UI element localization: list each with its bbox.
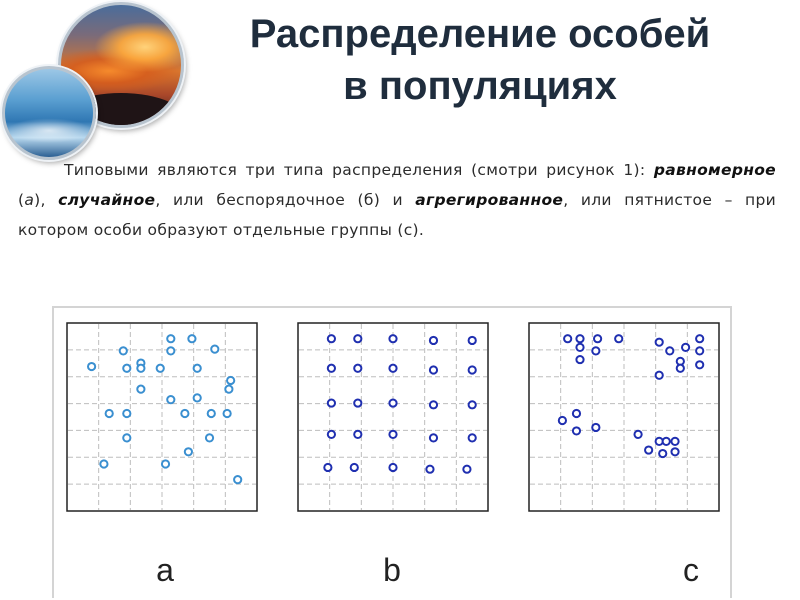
organism-dot bbox=[194, 394, 201, 401]
organism-dot bbox=[576, 344, 583, 351]
organism-dot bbox=[469, 401, 476, 408]
page-title bbox=[170, 8, 790, 112]
organism-dot bbox=[194, 365, 201, 372]
organism-dot bbox=[592, 347, 599, 354]
organism-dot bbox=[225, 386, 232, 393]
organism-dot bbox=[634, 431, 641, 438]
organism-dot bbox=[211, 346, 218, 353]
panel-label-a: a bbox=[156, 552, 174, 588]
organism-dot bbox=[167, 335, 174, 342]
organism-dot bbox=[564, 335, 571, 342]
organism-dot bbox=[696, 361, 703, 368]
organism-dot bbox=[88, 363, 95, 370]
organism-dot bbox=[328, 399, 335, 406]
panel-uniform-grid bbox=[66, 322, 258, 512]
organism-dot bbox=[106, 410, 113, 417]
organism-dot bbox=[430, 337, 437, 344]
organism-dot bbox=[167, 396, 174, 403]
term-uniform: равномерное bbox=[653, 161, 776, 179]
title-line-2: в популяциях bbox=[343, 64, 617, 108]
organism-dot bbox=[123, 434, 130, 441]
intro-paragraph bbox=[18, 155, 776, 245]
paragraph-text: , или пятнистое – при котором особи образуют отдельные группы (с). bbox=[18, 191, 776, 239]
organism-dot bbox=[157, 365, 164, 372]
panel-label-c: c bbox=[683, 552, 699, 588]
paragraph-text: Типовыми являются три типа распределения (смотри рисунок 1): bbox=[64, 161, 654, 179]
organism-dot bbox=[696, 335, 703, 342]
organism-dot bbox=[354, 399, 361, 406]
organism-dot bbox=[463, 466, 470, 473]
organism-dot bbox=[167, 347, 174, 354]
organism-dot bbox=[430, 401, 437, 408]
organism-dot bbox=[328, 365, 335, 372]
organism-dot bbox=[185, 448, 192, 455]
organism-dot bbox=[389, 431, 396, 438]
term-aggregated: агрегированное bbox=[415, 191, 564, 209]
organism-dot bbox=[100, 460, 107, 467]
organism-dot bbox=[328, 335, 335, 342]
organism-dot bbox=[469, 337, 476, 344]
organism-dot bbox=[351, 464, 358, 471]
organism-dot bbox=[181, 410, 188, 417]
organism-dot bbox=[659, 450, 666, 457]
organism-dot bbox=[324, 464, 331, 471]
sea-waves-photo bbox=[2, 66, 96, 160]
organism-dot bbox=[576, 356, 583, 363]
organism-dot bbox=[576, 335, 583, 342]
organism-dot bbox=[389, 399, 396, 406]
term-random: случайное bbox=[58, 191, 156, 209]
panel-random-grid bbox=[297, 322, 489, 512]
organism-dot bbox=[656, 339, 663, 346]
organism-dot bbox=[137, 365, 144, 372]
organism-dot bbox=[389, 335, 396, 342]
organism-dot bbox=[188, 335, 195, 342]
organism-dot bbox=[656, 372, 663, 379]
title-line-1: Распределение особей bbox=[249, 12, 711, 56]
organism-dot bbox=[137, 386, 144, 393]
paragraph-text: ( bbox=[18, 191, 25, 209]
organism-dot bbox=[120, 347, 127, 354]
organism-dot bbox=[592, 424, 599, 431]
organism-dot bbox=[573, 410, 580, 417]
organism-dot bbox=[123, 365, 130, 372]
organism-dot bbox=[682, 344, 689, 351]
organism-dot bbox=[559, 417, 566, 424]
organism-dot bbox=[663, 438, 670, 445]
organism-dot bbox=[328, 431, 335, 438]
paragraph-text: ), bbox=[34, 191, 59, 209]
organism-dot bbox=[666, 347, 673, 354]
organism-dot bbox=[671, 448, 678, 455]
organism-dot bbox=[594, 335, 601, 342]
organism-dot bbox=[645, 446, 652, 453]
organism-dot bbox=[469, 366, 476, 373]
organism-dot bbox=[430, 366, 437, 373]
organism-dot bbox=[677, 365, 684, 372]
organism-dot bbox=[389, 365, 396, 372]
panel-label-b: b bbox=[383, 552, 401, 588]
organism-dot bbox=[573, 427, 580, 434]
organism-dot bbox=[224, 410, 231, 417]
organism-dot bbox=[208, 410, 215, 417]
paragraph-text: , или беспорядочное (б) и bbox=[155, 191, 416, 209]
organism-dot bbox=[206, 434, 213, 441]
organism-dot bbox=[123, 410, 130, 417]
organism-dot bbox=[389, 464, 396, 471]
organism-dot bbox=[469, 434, 476, 441]
organism-dot bbox=[671, 438, 678, 445]
paragraph-text: а bbox=[24, 191, 35, 209]
organism-dot bbox=[354, 431, 361, 438]
organism-dot bbox=[696, 347, 703, 354]
organism-dot bbox=[354, 365, 361, 372]
organism-dot bbox=[234, 476, 241, 483]
organism-dot bbox=[227, 377, 234, 384]
organism-dot bbox=[426, 466, 433, 473]
organism-dot bbox=[354, 335, 361, 342]
organism-dot bbox=[430, 434, 437, 441]
panel-aggregated-grid bbox=[528, 322, 720, 512]
organism-dot bbox=[615, 335, 622, 342]
organism-dot bbox=[162, 460, 169, 467]
